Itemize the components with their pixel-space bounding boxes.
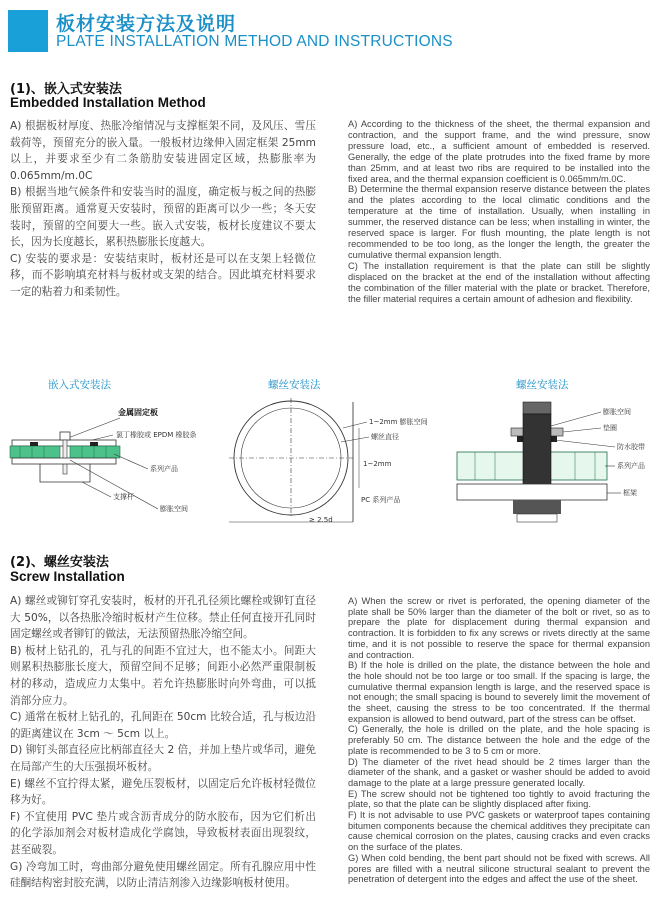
- spacing-label: ≥ 2.5d: [309, 516, 333, 524]
- metal-plate-label: 金属固定板: [118, 408, 158, 417]
- section2-en-para-e: E) The screw should not be tightened too tightly to avoid fracturing the plate, so that the plate can be slightly displaced after fixing.: [348, 788, 650, 810]
- screw-diameter-label: 螺丝直径: [371, 433, 399, 441]
- section1-en-para-a: A) According to the thickness of the sheet, the thermal expansion and contraction, and the support frame, and the wind pressure, snow pressure load, etc., a sufficient amount of embedded is reserved. Generally, the edge of the plate protrudes into the fixed frame by more than 25mm, and at least two ribs are required to be installed into the fixed area, and the thermal expansion coefficient is 0.065mm/m.0C.: [348, 119, 650, 184]
- section-product-label: 系列产品: [617, 462, 645, 470]
- screw-hole-diagram: [225, 398, 428, 528]
- plate-left: [10, 446, 60, 458]
- section1-cn-para-c: C) 安装的要求是：安装结束时，板材还是可以在支架上轻微位移，而不影响填充材料与板材或支架的结合。因此填充材料要求一定的粘着力和柔韧性。: [10, 252, 316, 298]
- gap-label: 1~2mm 膨胀空间: [369, 418, 428, 426]
- pc-product-label: PC 系列产品: [361, 496, 401, 504]
- section1-en-text: [348, 119, 650, 304]
- gap-range-label: 1~2mm: [363, 460, 392, 468]
- section1-en-para-b: B) Determine the thermal expansion reserve distance between the plates and the plates according to the local climatic conditions and the temperature at the time of installation. Usually, when installing in summer, the reserved distance can be less; when installing in winter, the reserved space is larger. For flush mounting, the plate length is not recommended to be too long, as the longer the length, the greater the cumulative thermal expansion length.: [348, 184, 650, 260]
- section2-cn-para-g: G) 冷弯加工时，弯曲部分避免使用螺丝固定。所有孔腺应用中性硅酮结构密封胶充满，以防止清洁剂渗入边缘影响板材使用。: [10, 860, 316, 890]
- section2-cn-para-d: D) 铆钉头部直径应比柄部直径大 2 倍，并加上垫片或华司，避免在局部产生的大压强损坏板材。: [10, 744, 316, 773]
- section2-en-para-d: D) The diameter of the rivet head should be 2 times larger than the diameter of the shank, and a gasket or washer should be added to avoid damage to the plate at a large pressure generated locally.: [348, 756, 650, 788]
- section2-cn-para-a: A) 螺丝或铆钉穿孔安装时，板材的开孔孔径须比螺栓或铆钉直径大 50%，以各热胀冷缩时板材产生位移。禁止任何直接开孔同时固定螺丝或者铆钉的做法，无法预留热胀冷缩空间。: [10, 595, 316, 641]
- diagram-screw-caption: 螺丝安装法: [268, 379, 321, 391]
- section1-en-para-c: C) The installation requirement is that the plate can still be slightly displaced on the bracket at the end of the installation without affecting the combination of the filler material with the plate or bracket. Therefore, the filler material requires a certain amount of adhesion and flexibility.: [348, 260, 650, 304]
- section2-en-para-f: F) It is not advisable to use PVC gaskets or waterproof tapes containing bitumen components because the chemical additives they precipitate can cause chemical corrosion on the plates, causing cracks and even cracks on the surface of the plates.: [348, 810, 650, 853]
- section2-cn-para-c: C) 通常在板材上钻孔的，孔间距在 50cm 比较合适，孔与板边沿的距离建议在 3cm ～ 5cm 以上。: [10, 711, 316, 740]
- section1-cn-para-b: B) 根据当地气候条件和安装当时的温度，确定板与板之间的热膨胀预留距离。通常夏天安装时，预留的距离可以少一些；冬天安装时，预留的空间要大一些。嵌入式安装，板材长度建议不要太长，因为长度越长，累积热膨胀长度越大。: [10, 186, 316, 249]
- section1-cn-para-a: A) 根据板材厚度、热胀冷缩情况与支撑框架不同，及风压、雪压载荷等，预留充分的嵌入量。一般板材边缘伸入固定框架 25mm 以上，并要求至少有二条筋肋安装进固定区域，热膨胀率为 0.065mm/m.0C: [10, 120, 316, 182]
- plate-right: [70, 446, 120, 458]
- section1-heading-cn: (1)、嵌入式安装法: [10, 82, 122, 97]
- section1-cn-text: [10, 118, 316, 301]
- page-title-cn: 板材安装方法及说明: [56, 13, 237, 35]
- diagram-screw-section-caption: 螺丝安装法: [516, 379, 569, 391]
- support-label: 支撑杆: [113, 493, 134, 501]
- section2-en-para-c: C) Generally, the hole is drilled on the plate, and the hole spacing is preferably 50 cm. The distance between the hole and the edge of the plate is recommended to be 3 to 5 cm or more.: [348, 724, 650, 756]
- section1-heading-en: Embedded Installation Method: [10, 95, 206, 110]
- section2-cn-para-e: E) 螺丝不宜拧得太紧，避免压裂板材，以固定后允许板材轻微位移为好。: [10, 777, 316, 807]
- embedded-installation-diagram: [10, 398, 220, 528]
- section-expansion-label: 膨胀空间: [603, 408, 631, 416]
- section2-cn-para-f: F) 不宜使用 PVC 垫片或含沥青成分的防水胶布，因为它们析出的化学添加剂会对板材造成化学腐蚀，导致板材表面出现裂纹，甚至破裂。: [10, 810, 316, 856]
- section2-en-para-a: A) When the screw or rivet is perforated, the opening diameter of the plate shall be 50% larger than the diameter of the bolt or rivet, so as to prepare the plate for displacement during thermal expansion and contraction. It is forbidden to fix any screws or rivets directly at the same time, and it is not possible to reserve the space for thermal expansion and contraction.: [348, 596, 650, 660]
- diagram-embedded-caption: 嵌入式安装法: [48, 379, 111, 391]
- section2-en-para-b: B) If the hole is drilled on the plate, the distance between the hole and the hole should not be too large or too small. If the spacing is large, the cumulative thermal expansion length is large, and the reserved space is not enough; the small spacing is bound to severely limit the movement of the sheet, causing the stress to be too concentrated. If the thermal expansion is allowed to bend outward, part of the stress can be offset.: [348, 660, 650, 724]
- section2-cn-para-b: B) 板材上钻孔的，孔与孔的间距不宜过大，也不能太小。间距大则累积热膨胀长度大，预留空间不足够；间距小必然严重限制板材的移动，造成应力太集中。若允许热膨胀时向外弯曲，可以抵消部分应力。: [10, 644, 316, 707]
- gasket-label: 氯丁橡胶或 EPDM 橡胶条: [116, 431, 197, 439]
- washer-label: 垫圈: [603, 424, 617, 432]
- section2-en-para-g: G) When cold bending, the bent part should not be fixed with screws. All pores are filled with a neutral silicone structural sealant to prevent the penetration of detergent into the edges and affect the use of the sheet.: [348, 852, 650, 885]
- section2-heading-cn: (2)、螺丝安装法: [10, 555, 109, 570]
- page-title-en: PLATE INSTALLATION METHOD AND INSTRUCTIONS: [56, 33, 453, 50]
- title-accent-bar: [8, 10, 48, 52]
- tape-label: 防水胶带: [617, 443, 645, 451]
- section2-en-text: [348, 596, 650, 885]
- screw-section-diagram: [455, 400, 655, 528]
- expansion-label: 膨胀空间: [160, 505, 188, 513]
- section2-heading-en: Screw Installation: [10, 569, 125, 584]
- product-label: 系列产品: [150, 465, 178, 473]
- section2-cn-text: [10, 593, 316, 892]
- frame-label: 框架: [623, 489, 637, 497]
